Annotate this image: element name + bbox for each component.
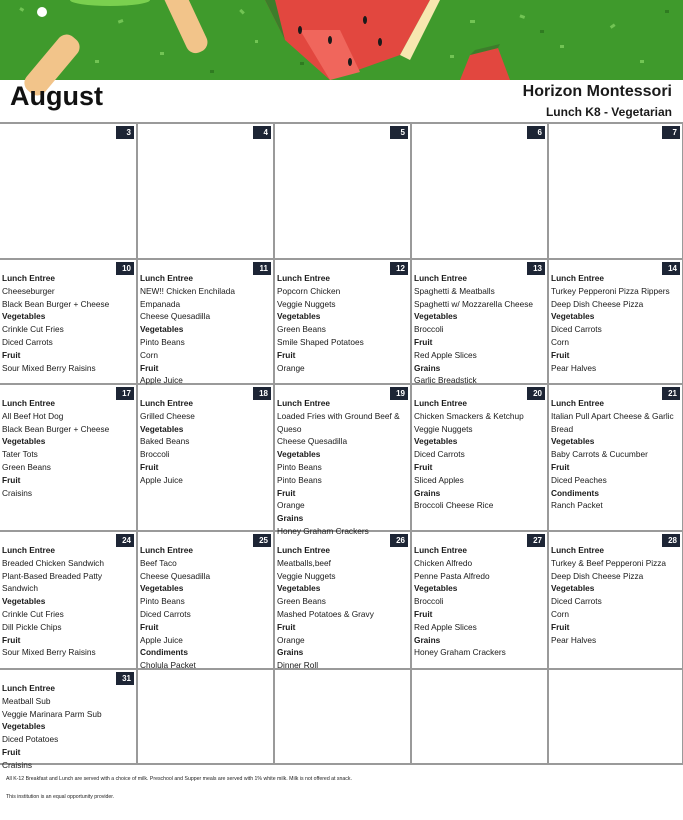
calendar-day-cell (136, 532, 273, 671)
menu-item: Pinto Beans (277, 461, 322, 472)
day-number-badge: 26 (390, 534, 408, 547)
menu-category-label: Fruit (2, 634, 21, 645)
menu-category-label: Fruit (2, 349, 21, 360)
menu-category-label: Condiments (140, 647, 188, 658)
day-menu-items (414, 272, 545, 387)
menu-item: Sliced Apples (414, 474, 464, 485)
calendar-day-cell (273, 124, 410, 258)
school-name: Horizon Montessori (522, 83, 672, 100)
menu-item: Honey Graham Crackers (277, 525, 369, 536)
calendar-week-row (0, 258, 683, 386)
menu-item: Popcorn Chicken (277, 285, 341, 296)
menu-item: Pinto Beans (140, 596, 185, 607)
calendar-day-cell (410, 124, 547, 258)
day-number-badge: 31 (116, 672, 134, 685)
day-number-badge: 10 (116, 262, 134, 275)
menu-item: Green Beans (277, 324, 326, 335)
menu-category-label: Vegetables (140, 583, 184, 594)
menu-item: Corn (551, 336, 569, 347)
day-number-badge: 12 (390, 262, 408, 275)
menu-category-label: Vegetables (2, 596, 46, 607)
menu-category-label: Fruit (140, 621, 159, 632)
menu-category-label: Fruit (277, 621, 296, 632)
menu-item: Deep Dish Cheese Pizza (551, 570, 644, 581)
menu-item: Diced Peaches (551, 474, 607, 485)
menu-item: Turkey & Beef Pepperoni Pizza (551, 557, 666, 568)
calendar-header (0, 80, 683, 122)
calendar-day-cell (547, 532, 683, 668)
menu-category-label: Lunch Entree (277, 545, 331, 555)
day-number-badge: 5 (390, 126, 408, 139)
day-menu-items (2, 682, 134, 772)
calendar-day-cell (0, 532, 136, 668)
menu-item: NEW!! Chicken Enchilada Empanada (140, 285, 235, 309)
menu-category-label: Vegetables (277, 583, 321, 594)
header-banner-illustration (0, 0, 683, 80)
menu-item: All Beef Hot Dog (2, 410, 64, 421)
menu-category-label: Fruit (551, 461, 570, 472)
menu-item: Grilled Cheese (140, 410, 195, 421)
day-menu-items (140, 544, 271, 672)
calendar-day-cell (0, 385, 136, 530)
menu-category-label: Fruit (277, 349, 296, 360)
calendar-day-cell (273, 385, 410, 536)
menu-category-label: Vegetables (2, 311, 46, 322)
menu-category-label: Lunch Entree (2, 398, 56, 408)
menu-item: Sour Mixed Berry Raisins (2, 647, 96, 658)
menu-item: Tater Tots (2, 449, 38, 460)
menu-item: Apple Juice (140, 634, 183, 645)
menu-item: Orange (277, 362, 305, 373)
menu-category-label: Vegetables (414, 583, 458, 594)
calendar-day-cell (273, 532, 410, 671)
menu-item: Turkey Pepperoni Pizza Rippers (551, 285, 670, 296)
menu-item: Corn (551, 608, 569, 619)
day-menu-items (140, 272, 271, 387)
calendar-week-row (0, 668, 683, 770)
menu-item: Chicken Smackers & Ketchup (414, 410, 524, 421)
menu-item: Meatballs,beef (277, 557, 331, 568)
day-number-badge: 14 (662, 262, 680, 275)
day-menu-items (414, 544, 545, 659)
menu-item: Black Bean Burger + Cheese (2, 423, 110, 434)
menu-category-label: Lunch Entree (140, 398, 194, 408)
calendar-day-cell (136, 260, 273, 386)
menu-category-label: Grains (277, 513, 304, 524)
menu-category-label: Grains (414, 634, 441, 645)
day-menu-items (551, 272, 680, 374)
day-menu-items (414, 397, 545, 512)
menu-item: Cheese Quesadilla (277, 436, 348, 447)
watermelon-popsicle-illustration (0, 0, 683, 80)
menu-item: Cheese Quesadilla (140, 570, 211, 581)
day-menu-items (551, 397, 680, 512)
menu-category-label: Lunch Entree (140, 273, 194, 283)
calendar-day-cell (136, 670, 273, 763)
menu-category-label: Lunch Entree (551, 273, 605, 283)
menu-item: Italian Pull Apart Cheese & Garlic Bread (551, 410, 674, 434)
calendar-day-cell (547, 124, 683, 258)
menu-item: Orange (277, 634, 305, 645)
menu-item: Corn (140, 349, 158, 360)
menu-category-label: Fruit (414, 336, 433, 347)
menu-item: Crinkle Cut Fries (2, 608, 64, 619)
day-menu-items (277, 397, 408, 538)
menu-category-label: Vegetables (2, 436, 46, 447)
menu-item: Crinkle Cut Fries (2, 324, 64, 335)
day-number-badge: 25 (253, 534, 271, 547)
menu-name: Lunch K8 - Vegetarian (545, 105, 672, 119)
menu-item: Broccoli (414, 324, 444, 335)
menu-category-label: Fruit (551, 349, 570, 360)
day-number-badge: 11 (253, 262, 271, 275)
calendar-day-cell (136, 124, 273, 258)
day-number-badge: 17 (116, 387, 134, 400)
menu-item: Veggie Nuggets (277, 298, 336, 309)
menu-category-label: Fruit (2, 474, 21, 485)
menu-category-label: Grains (277, 647, 304, 658)
menu-item: Diced Carrots (414, 449, 465, 460)
menu-item: Diced Carrots (551, 596, 602, 607)
day-number-badge: 20 (527, 387, 545, 400)
day-menu-items (277, 544, 408, 672)
day-number-badge: 3 (116, 126, 134, 139)
menu-item: Garlic Breadstick (414, 375, 477, 386)
menu-category-label: Condiments (551, 487, 599, 498)
menu-item: Loaded Fries with Ground Beef & Queso (277, 410, 400, 434)
day-number-badge: 21 (662, 387, 680, 400)
day-number-badge: 27 (527, 534, 545, 547)
menu-item: Beef Taco (140, 557, 177, 568)
calendar-day-cell (0, 124, 136, 258)
calendar-day-cell (136, 385, 273, 530)
menu-item: Cheese Quesadilla (140, 311, 211, 322)
menu-item: Diced Carrots (2, 336, 53, 347)
menu-item: Red Apple Slices (414, 349, 477, 360)
menu-item: Red Apple Slices (414, 621, 477, 632)
calendar-day-cell (410, 260, 547, 386)
menu-category-label: Vegetables (414, 311, 458, 322)
day-number-badge: 24 (116, 534, 134, 547)
menu-category-label: Vegetables (414, 436, 458, 447)
menu-item: Green Beans (2, 461, 51, 472)
menu-category-label: Fruit (551, 621, 570, 632)
menu-item: Pear Halves (551, 634, 597, 645)
menu-item: Cholula Packet (140, 660, 196, 671)
menu-item: Honey Graham Crackers (414, 647, 506, 658)
menu-category-label: Vegetables (140, 423, 184, 434)
day-number-badge: 7 (662, 126, 680, 139)
calendar-day-cell (410, 385, 547, 530)
menu-category-label: Lunch Entree (414, 398, 468, 408)
menu-item: Apple Juice (140, 474, 183, 485)
menu-item: Dinner Roll (277, 660, 319, 671)
menu-category-label: Fruit (140, 362, 159, 373)
menu-item: Diced Carrots (140, 608, 191, 619)
menu-category-label: Lunch Entree (551, 398, 605, 408)
menu-item: Baby Carrots & Cucumber (551, 449, 648, 460)
menu-item: Penne Pasta Alfredo (414, 570, 490, 581)
menu-category-label: Fruit (414, 461, 433, 472)
calendar-day-cell (547, 385, 683, 530)
menu-item: Meatball Sub (2, 695, 51, 706)
day-number-badge: 18 (253, 387, 271, 400)
menu-item: Veggie Marinara Parm Sub (2, 708, 102, 719)
menu-category-label: Vegetables (277, 311, 321, 322)
menu-category-label: Grains (414, 487, 441, 498)
menu-item: Smile Shaped Potatoes (277, 336, 364, 347)
menu-item: Baked Beans (140, 436, 190, 447)
day-menu-items (2, 272, 134, 374)
calendar-week-row (0, 383, 683, 536)
menu-item: Plant-Based Breaded Patty Sandwich (2, 570, 103, 594)
menu-category-label: Fruit (277, 487, 296, 498)
day-menu-items (551, 544, 680, 646)
equal-opportunity-statement: This institution is an equal opportunity provider. (6, 794, 115, 800)
calendar-day-cell (0, 670, 136, 770)
menu-category-label: Vegetables (551, 311, 595, 322)
menu-item: Broccoli Cheese Rice (414, 500, 494, 511)
calendar-week-row (0, 122, 683, 258)
menu-item: Sour Mixed Berry Raisins (2, 362, 96, 373)
day-menu-items (2, 544, 134, 659)
menu-category-label: Lunch Entree (2, 683, 56, 693)
menu-category-label: Vegetables (140, 324, 184, 335)
calendar-day-cell (410, 670, 547, 763)
menu-category-label: Vegetables (2, 721, 46, 732)
menu-category-label: Vegetables (277, 449, 321, 460)
calendar-day-cell (547, 670, 683, 763)
calendar-grid (0, 122, 683, 770)
day-menu-items (140, 397, 271, 487)
day-number-badge: 19 (390, 387, 408, 400)
menu-category-label: Fruit (2, 746, 21, 757)
menu-item: Ranch Packet (551, 500, 603, 511)
menu-item: Chicken Alfredo (414, 557, 473, 568)
menu-item: Breaded Chicken Sandwich (2, 557, 104, 568)
menu-category-label: Vegetables (551, 436, 595, 447)
menu-item: Mashed Potatoes & Gravy (277, 608, 374, 619)
menu-category-label: Lunch Entree (2, 273, 56, 283)
day-number-badge: 6 (527, 126, 545, 139)
calendar-day-cell (273, 260, 410, 383)
menu-item: Green Beans (277, 596, 326, 607)
menu-item: Craisins (2, 487, 32, 498)
menu-category-label: Lunch Entree (140, 545, 194, 555)
menu-item: Dill Pickle Chips (2, 621, 62, 632)
day-number-badge: 4 (253, 126, 271, 139)
menu-category-label: Lunch Entree (414, 545, 468, 555)
menu-item: Apple Juice (140, 375, 183, 386)
calendar-week-row (0, 530, 683, 671)
menu-category-label: Lunch Entree (277, 273, 331, 283)
day-menu-items (277, 272, 408, 374)
menu-item: Pinto Beans (277, 474, 322, 485)
day-number-badge: 13 (527, 262, 545, 275)
month-title: August (10, 81, 103, 111)
menu-item: Veggie Nuggets (277, 570, 336, 581)
menu-item: Pinto Beans (140, 336, 185, 347)
menu-item: Orange (277, 500, 305, 511)
footer-notes (6, 776, 676, 812)
day-menu-items (2, 397, 134, 499)
milk-note: All K-12 Breakfast and Lunch are served with a choice of milk. Preschool and Supper meals are served with 1% white milk. Milk is not offered at snack. (6, 776, 352, 782)
menu-item: Deep Dish Cheese Pizza (551, 298, 644, 309)
menu-item: Broccoli (140, 449, 170, 460)
day-number-badge: 28 (662, 534, 680, 547)
menu-item: Pear Halves (551, 362, 597, 373)
calendar-day-cell (410, 532, 547, 668)
menu-item: Diced Carrots (551, 324, 602, 335)
calendar-day-cell (273, 670, 410, 763)
calendar-day-cell (0, 260, 136, 383)
menu-item: Veggie Nuggets (414, 423, 473, 434)
menu-item: Craisins (2, 759, 32, 770)
menu-category-label: Lunch Entree (2, 545, 56, 555)
menu-item: Cheeseburger (2, 285, 55, 296)
menu-item: Spaghetti & Meatballs (414, 285, 495, 296)
menu-category-label: Lunch Entree (414, 273, 468, 283)
menu-category-label: Grains (414, 362, 441, 373)
calendar-day-cell (547, 260, 683, 383)
menu-item: Spaghetti w/ Mozzarella Cheese (414, 298, 533, 309)
menu-category-label: Fruit (414, 608, 433, 619)
menu-item: Diced Potatoes (2, 734, 59, 745)
menu-category-label: Fruit (140, 461, 159, 472)
menu-item: Black Bean Burger + Cheese (2, 298, 110, 309)
menu-item: Broccoli (414, 596, 444, 607)
menu-category-label: Vegetables (551, 583, 595, 594)
menu-category-label: Lunch Entree (551, 545, 605, 555)
menu-category-label: Lunch Entree (277, 398, 331, 408)
